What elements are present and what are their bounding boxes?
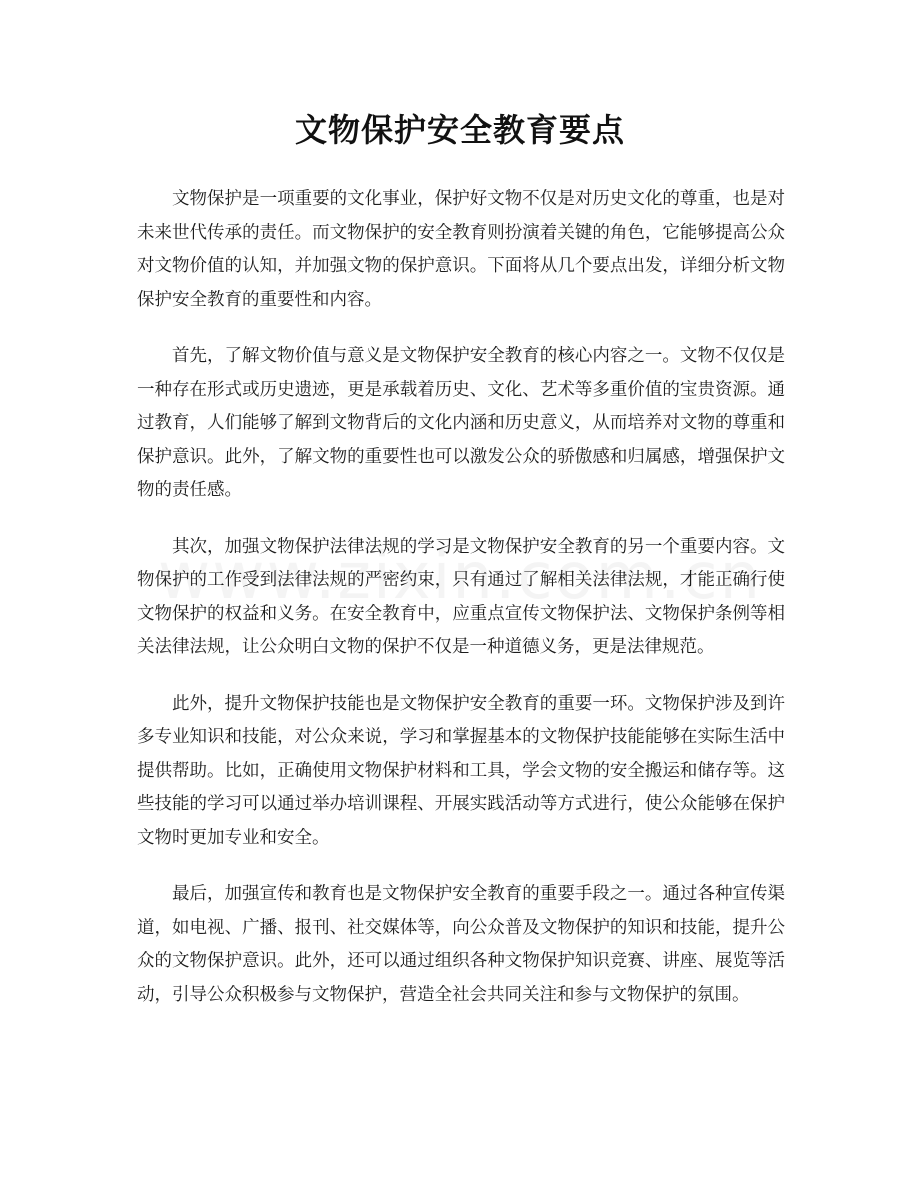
paragraph-publicity-education: 最后，加强宣传和教育也是文物保护安全教育的重要手段之一。通过各种宣传渠道，如电视、广播、报刊、社交媒体等，向公众普及文物保护的知识和技能，提升公众的文物保护意识。此外，还可以通过组织各种文物保护知识竞赛、讲座、展览等活动，引导公众积极参与文物保护，营造全社会共同关注和参与文物保护的氛围。 [137, 884, 785, 1005]
paragraph-laws-regulations: 其次，加强文物保护法律法规的学习是文物保护安全教育的另一个重要内容。文物保护的工作受到法律法规的严密约束，只有通过了解相关法律法规，才能正确行使文物保护的权益和义务。在安全教育中，应重点宣传文物保护法、文物保护条例等相关法律法规，让公众明白文物的保护不仅是一种道德义务，更是法律规范。 [137, 536, 785, 657]
paragraph-intro: 文物保护是一项重要的文化事业，保护好文物不仅是对历史文化的尊重，也是对未来世代传承的责任。而文物保护的安全教育则扮演着关键的角色，它能够提高公众对文物价值的认知，并加强文物的保护意识。下面将从几个要点出发，详细分析文物保护安全教育的重要性和内容。 [137, 189, 785, 310]
document-title: 文物保护安全教育要点 [294, 111, 625, 149]
paragraph-value-meaning: 首先，了解文物价值与意义是文物保护安全教育的核心内容之一。文物不仅仅是一种存在形式或历史遗迹，更是承载着历史、文化、艺术等多重价值的宝贵资源。通过教育，人们能够了解到文物背后的文化内涵和历史意义，从而培养对文物的尊重和保护意识。此外，了解文物的重要性也可以激发公众的骄傲感和归属感，增强保护文物的责任感。 [137, 346, 785, 500]
paragraph-protection-skills: 此外，提升文物保护技能也是文物保护安全教育的重要一环。文物保护涉及到许多专业知识和技能，对公众来说，学习和掌握基本的文物保护技能能够在实际生活中提供帮助。比如，正确使用文物保护材料和工具，学会文物的安全搬运和储存等。这些技能的学习可以通过举办培训课程、开展实践活动等方式进行，使公众能够在保护文物时更加专业和安全。 [137, 693, 785, 848]
document-body [137, 183, 785, 1035]
